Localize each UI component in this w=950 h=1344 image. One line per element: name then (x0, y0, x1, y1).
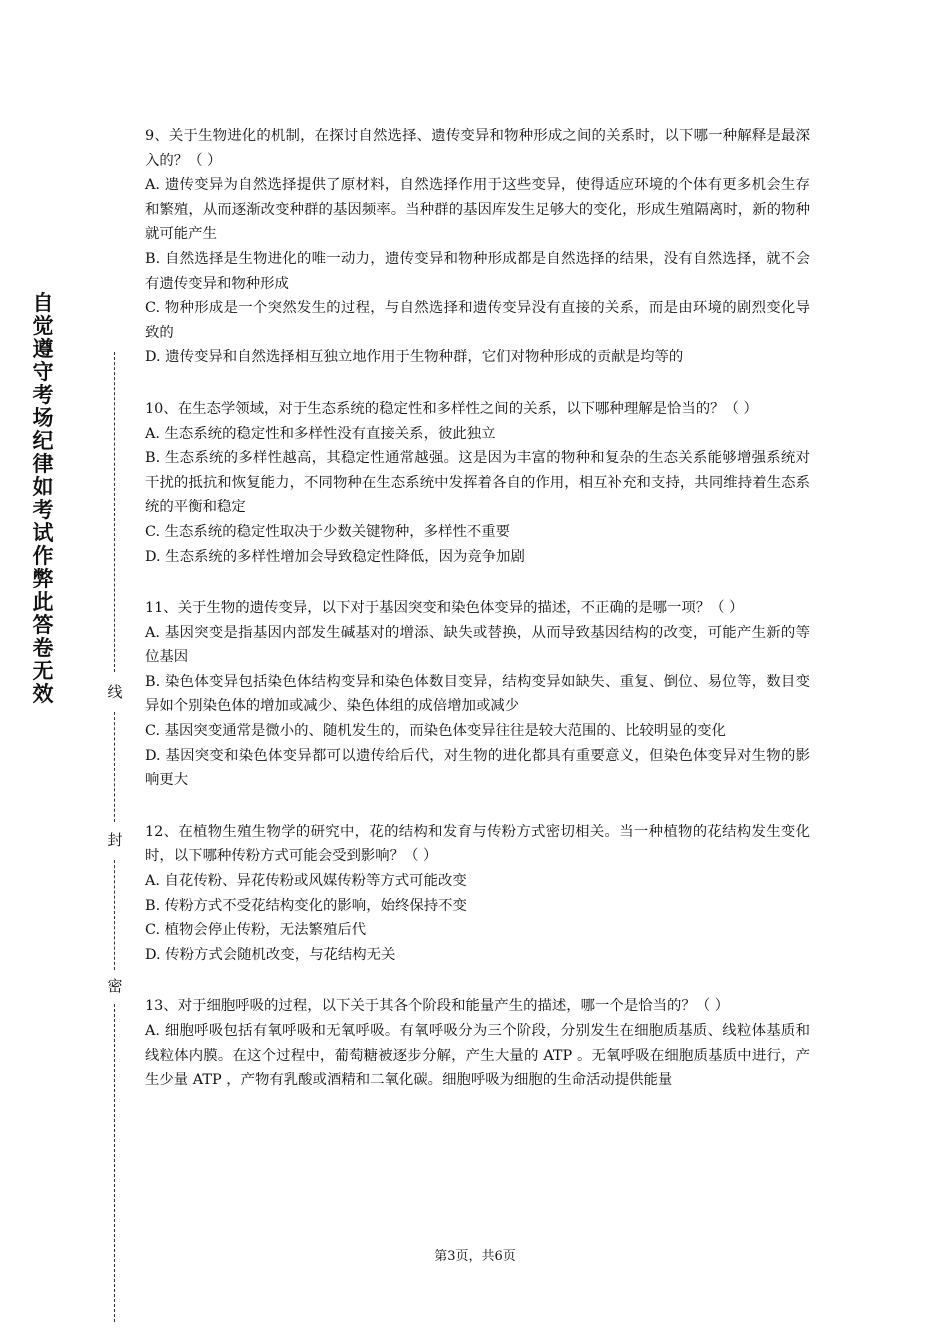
notice-char: 遵 (32, 337, 54, 361)
question-stem: 10、在生态学领域，对于生态系统的稳定性和多样性之间的关系，以下哪种理解是恰当的？（ ） (145, 400, 758, 417)
binding-dashed-line (114, 712, 115, 822)
question-9 (145, 124, 810, 370)
question-stem: 13、对于细胞呼吸的过程，以下关于其各个阶段和能量产生的描述，哪一个是恰当的？（ ） (145, 998, 730, 1015)
exam-rules-notice (28, 292, 58, 706)
option-b: B. 传粉方式不受花结构变化的影响，始终保持不变 (145, 897, 467, 914)
notice-char: 觉 (32, 314, 54, 338)
option-d: D. 生态系统的多样性增加会导致稳定性降低，因为竞争加剧 (145, 548, 525, 565)
question-12 (145, 820, 810, 968)
option-c: C. 生态系统的稳定性取决于少数关键物种，多样性不重要 (145, 523, 511, 540)
notice-char: 效 (32, 682, 54, 706)
question-stem: 12、在植物生殖生物学的研究中，花的结构和发育与传粉方式密切相关。当一种植物的花结构发生变化时，以下哪种传粉方式可能会受到影响？（ ） (145, 823, 810, 865)
option-a: A. 基因突变是指基因内部发生碱基对的增添、缺失或替换，从而导致基因结构的改变，可能产生新的等位基因 (145, 624, 810, 666)
notice-char: 自 (32, 291, 54, 315)
option-a: A. 遗传变异为自然选择提供了原材料，自然选择作用于这些变异，使得适应环境的个体有更多机会生存和繁殖，从而逐渐改变种群的基因频率。当种群的基因库发生足够大的变化，形成生殖隔离时，新的物种就可能产生 (145, 177, 810, 243)
page-number: 第3页，共6页 (434, 1249, 516, 1264)
notice-char: 弊 (32, 567, 54, 591)
notice-char: 如 (32, 475, 54, 499)
question-11 (145, 596, 810, 793)
option-c: C. 基因突变通常是微小的、随机发生的，而染色体变异往往是较大范围的、比较明显的变化 (145, 723, 726, 740)
option-a: A. 自花传粉、异花传粉或风媒传粉等方式可能改变 (145, 873, 467, 890)
notice-char: 答 (32, 613, 54, 637)
option-b: B. 生态系统的多样性越高，其稳定性通常越强。这是因为丰富的物种和复杂的生态关系能够增强系统对干扰的抵抗和恢复能力，不同物种在生态系统中发挥着各自的作用，相互补充和支持，共同维持着生态系统的平衡和稳定 (145, 450, 810, 516)
notice-char: 纪 (32, 429, 54, 453)
option-d: D. 传粉方式会随机改变，与花结构无关 (145, 946, 396, 963)
binding-label-secret: 密 (104, 976, 126, 996)
option-a: A. 细胞呼吸包括有氧呼吸和无氧呼吸。有氧呼吸分为三个阶段，分别发生在细胞质基质、线粒体基质和线粒体内膜。在这个过程中，葡萄糖被逐步分解，产生大量的 ATP 。无氧呼吸在细胞质基质中进行，产生少量 ATP ，产物有乳酸或酒精和二氧化碳。细胞呼吸为细胞的生命活动提供能量 (145, 1023, 810, 1089)
option-a: A. 生态系统的稳定性和多样性没有直接关系，彼此独立 (145, 425, 496, 442)
question-13 (145, 994, 810, 1092)
notice-char: 守 (32, 360, 54, 384)
option-c: C. 物种形成是一个突然发生的过程，与自然选择和遗传变异没有直接的关系，而是由环境的剧烈变化导致的 (145, 300, 810, 341)
notice-char: 无 (32, 659, 54, 683)
notice-char: 卷 (32, 636, 54, 660)
binding-dashed-line (114, 860, 115, 970)
notice-char: 场 (32, 406, 54, 430)
question-stem: 11、关于生物的遗传变异，以下对于基因突变和染色体变异的描述，不正确的是哪一项？（ ） (145, 600, 744, 617)
notice-char: 考 (32, 498, 54, 522)
option-c: C. 植物会停止传粉，无法繁殖后代 (145, 922, 367, 939)
question-list (145, 124, 810, 1120)
option-d: D. 遗传变异和自然选择相互独立地作用于生物种群，它们对物种形成的贡献是均等的 (145, 349, 684, 366)
notice-char: 考 (32, 383, 54, 407)
binding-label-seal: 封 (104, 830, 126, 850)
question-10 (145, 397, 810, 569)
notice-char: 律 (32, 452, 54, 476)
binding-dashed-line (114, 352, 115, 672)
question-stem: 9、关于生物进化的机制，在探讨自然选择、遗传变异和物种形成之间的关系时，以下哪一种解释是最深入的？（ ） (145, 128, 810, 169)
option-b: B. 染色体变异包括染色体结构变异和染色体数目变异，结构变异如缺失、重复、倒位、易位等，数目变异如个别染色体的增加或减少、染色体组的成倍增加或减少 (145, 673, 810, 715)
notice-char: 作 (32, 544, 54, 568)
notice-char: 试 (32, 521, 54, 545)
binding-dashed-line (114, 1004, 115, 1322)
option-b: B. 自然选择是生物进化的唯一动力，遗传变异和物种形成都是自然选择的结果，没有自然选择，就不会有遗传变异和物种形成 (145, 250, 810, 292)
notice-char: 此 (32, 590, 54, 614)
binding-label-line: 线 (104, 682, 126, 702)
option-d: D. 基因突变和染色体变异都可以遗传给后代，对生物的进化都具有重要意义，但染色体变异对生物的影响更大 (145, 747, 810, 789)
